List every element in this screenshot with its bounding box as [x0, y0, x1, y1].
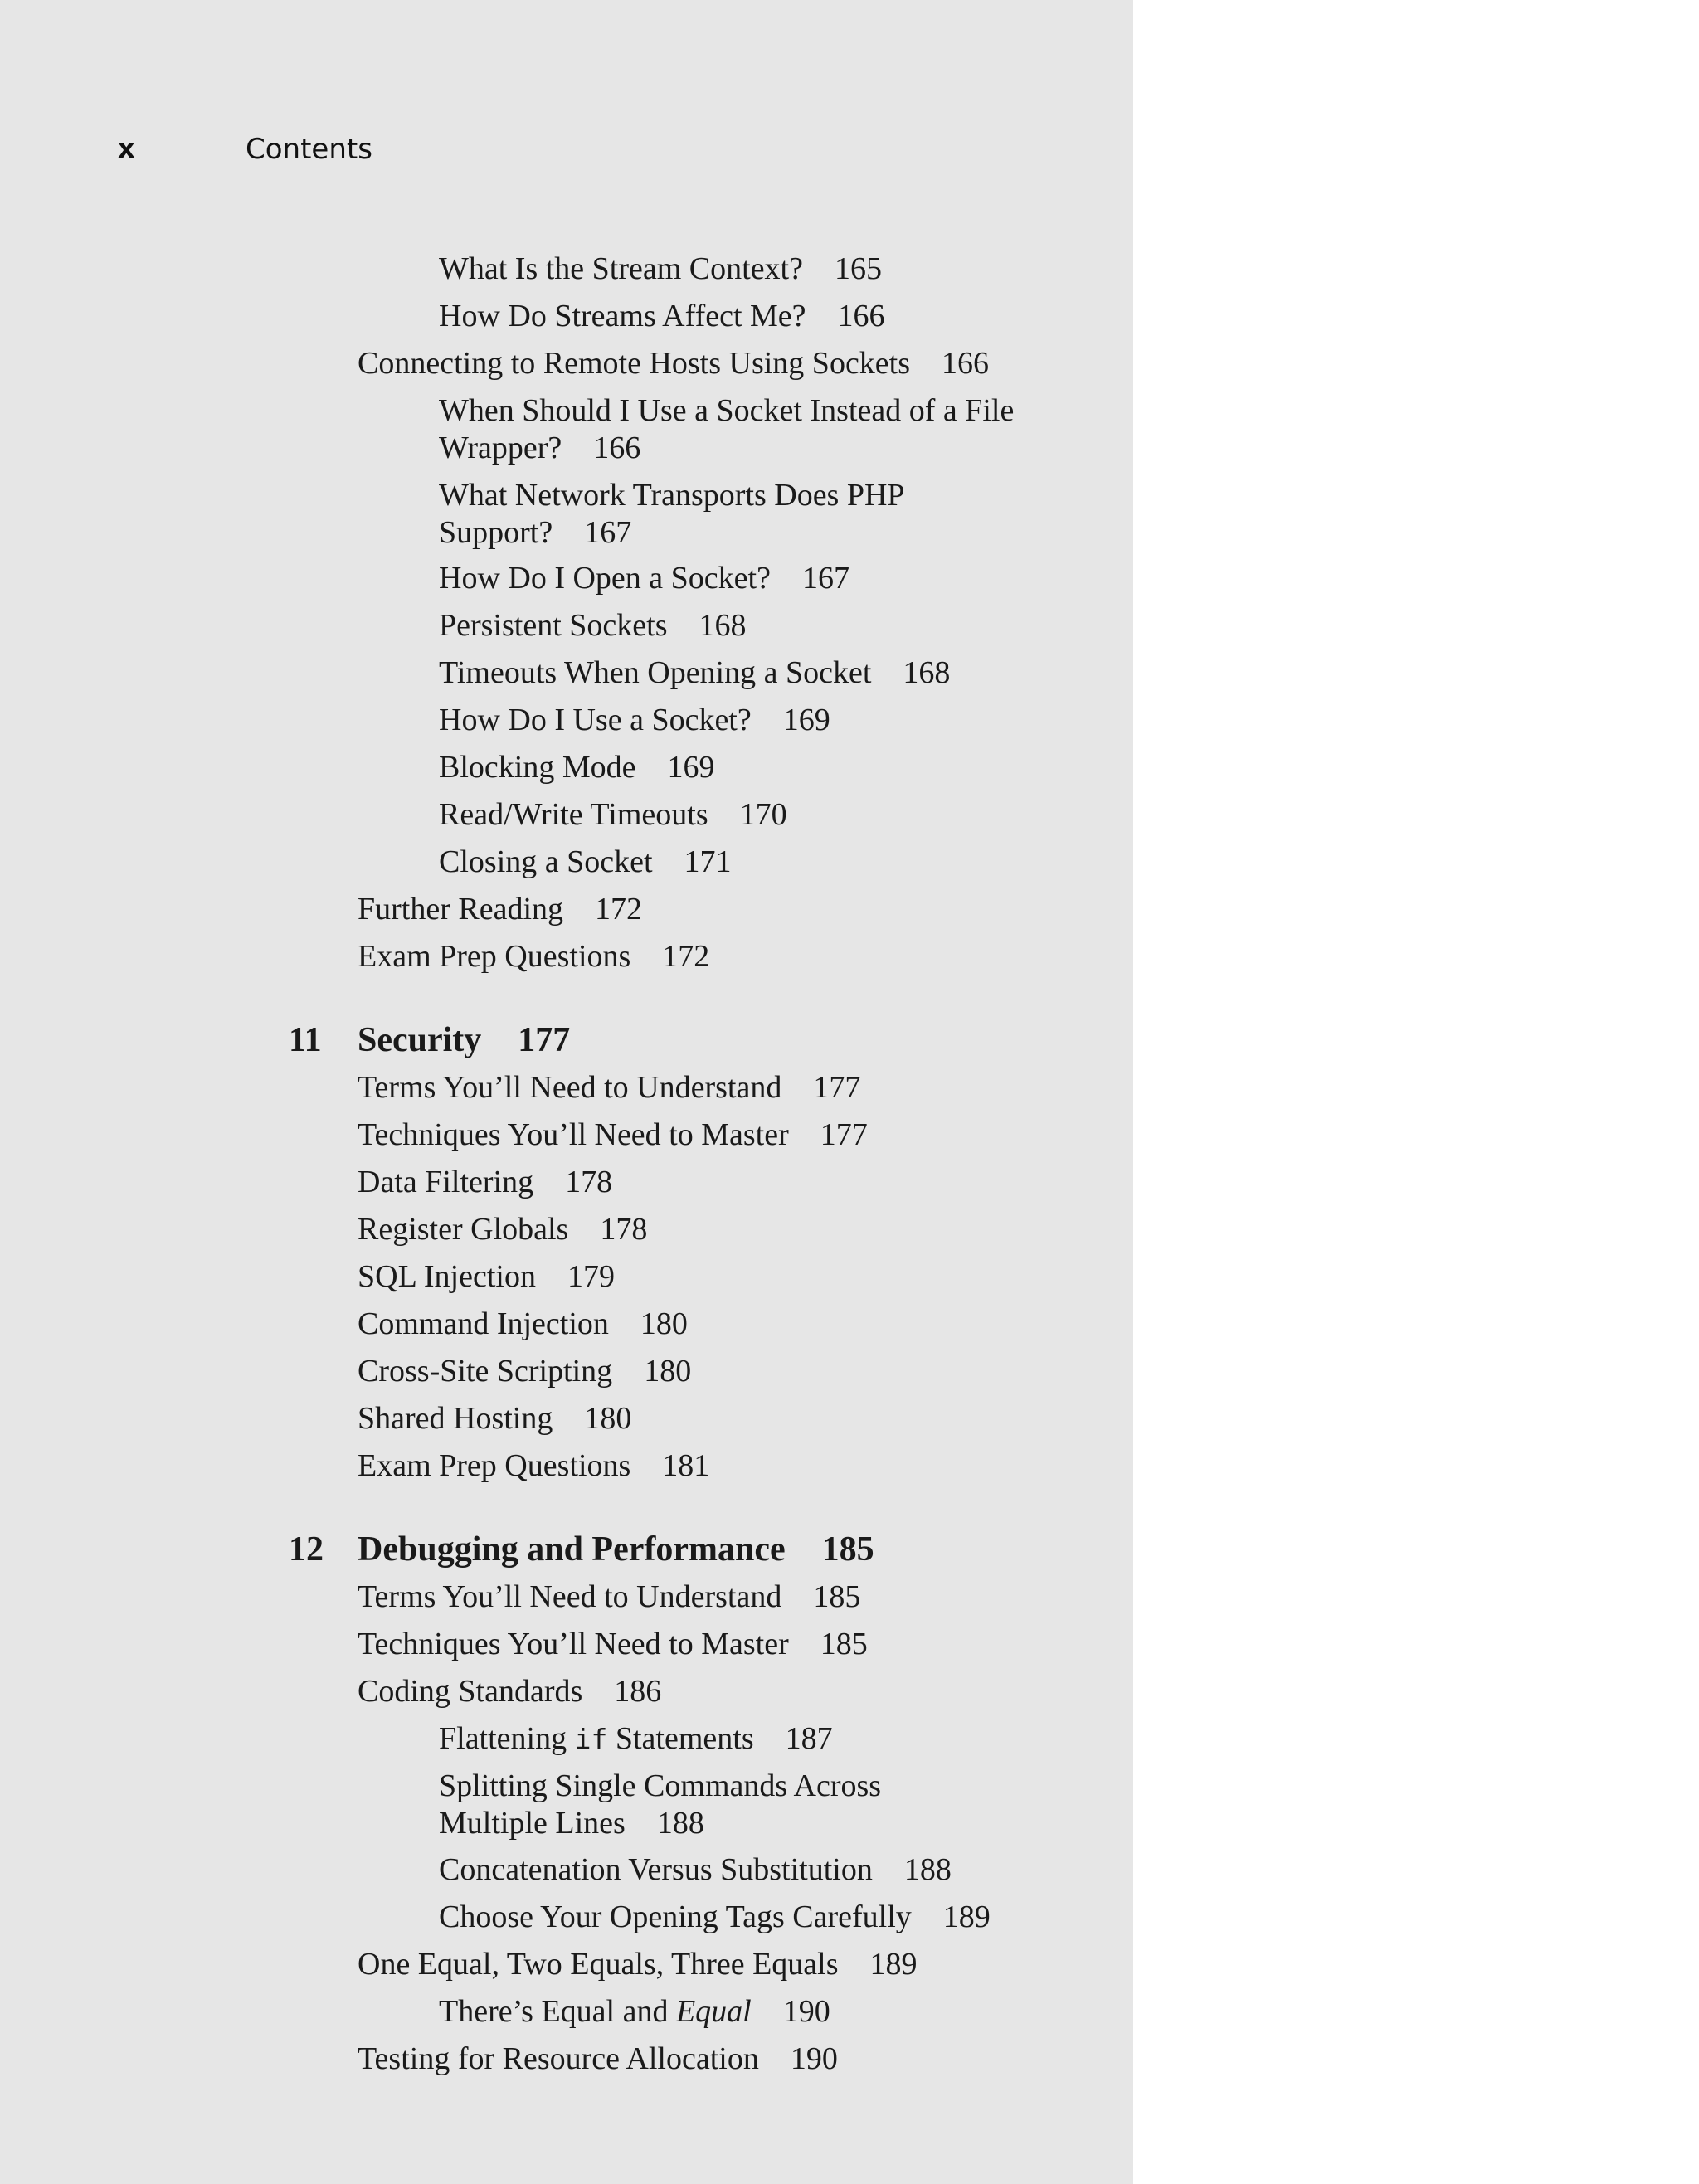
- toc-entry-page: 185: [813, 1579, 861, 1614]
- toc-entry-page: 165: [835, 251, 882, 286]
- toc-entry[interactable]: [358, 2041, 838, 2078]
- toc-entry-title: Timeouts When Opening a Socket: [439, 655, 872, 690]
- chapter-title: Security: [358, 1021, 482, 1059]
- toc-entry-title: Concatenation Versus Substitution: [439, 1852, 873, 1887]
- toc-entry-title-emphasis: Equal: [675, 1994, 752, 2029]
- toc-entry-title: Flattening: [439, 1721, 567, 1756]
- toc-entry-title: There’s Equal and: [439, 1994, 669, 2029]
- toc-entry-title: Read/Write Timeouts: [439, 797, 708, 832]
- toc-entry-page: 189: [942, 1899, 991, 1934]
- toc-entry[interactable]: [358, 891, 642, 928]
- toc-entry-title: Persistent Sockets: [439, 608, 668, 643]
- chapter-number: 11: [289, 1021, 322, 1059]
- toc-entry-title: Coding Standards: [358, 1674, 583, 1709]
- chapter-number: 12: [289, 1530, 324, 1569]
- toc-entry-title: What Network Transports Does PHP: [439, 478, 905, 513]
- toc-entry-page: 188: [656, 1806, 704, 1841]
- toc-entry-page: 180: [640, 1306, 688, 1341]
- toc-entry[interactable]: [439, 702, 830, 739]
- toc-entry[interactable]: [439, 1768, 881, 1842]
- toc-entry-page: 166: [942, 346, 990, 381]
- toc-entry-page: 167: [584, 515, 632, 550]
- toc-entry[interactable]: [439, 251, 882, 288]
- toc-entry[interactable]: [439, 844, 732, 881]
- toc-entry-page: 181: [662, 1448, 710, 1483]
- toc-entry[interactable]: [358, 1116, 868, 1154]
- toc-entry[interactable]: [439, 654, 950, 692]
- toc-entry[interactable]: [439, 607, 746, 644]
- toc-entry[interactable]: [358, 1258, 615, 1296]
- toc-entry-title: Techniques You’ll Need to Master: [358, 1627, 789, 1661]
- toc-entry-title-continued: Multiple Lines: [439, 1806, 626, 1841]
- toc-entry[interactable]: [439, 1720, 833, 1758]
- toc-entry-title: One Equal, Two Equals, Three Equals: [358, 1947, 839, 1982]
- toc-entry-page: 170: [739, 797, 787, 832]
- toc-entry-page: 172: [662, 939, 710, 974]
- toc-entry-title: How Do I Open a Socket?: [439, 561, 771, 596]
- toc-entry-title: Shared Hosting: [358, 1401, 553, 1436]
- toc-entry-page: 180: [584, 1401, 632, 1436]
- chapter-page: 185: [821, 1530, 874, 1569]
- toc-entry[interactable]: [439, 392, 1014, 467]
- toc-entry-page: 185: [820, 1627, 868, 1661]
- toc-entry[interactable]: [358, 345, 989, 382]
- toc-entry-title: Choose Your Opening Tags Carefully: [439, 1899, 912, 1934]
- toc-entry[interactable]: [439, 796, 787, 834]
- toc-entry[interactable]: [358, 1400, 631, 1437]
- toc-entry[interactable]: [358, 1626, 868, 1663]
- toc-entry[interactable]: [358, 1578, 860, 1616]
- toc-entry-page: 178: [565, 1165, 613, 1199]
- toc-entry-title-continued: Wrapper?: [439, 430, 562, 465]
- toc-entry-title: Testing for Resource Allocation: [358, 2041, 759, 2076]
- toc-entry-page: 188: [903, 1852, 952, 1887]
- toc-entry-page: 167: [801, 561, 850, 596]
- toc-entry[interactable]: [439, 1851, 952, 1889]
- toc-entry[interactable]: [358, 1353, 691, 1390]
- toc-entry-title-continued: Support?: [439, 515, 553, 550]
- running-head-title: Contents: [246, 133, 372, 166]
- toc-entry-title: Command Injection: [358, 1306, 609, 1341]
- toc-entry[interactable]: [358, 1069, 860, 1107]
- toc-entry-page: 186: [614, 1674, 662, 1709]
- toc-entry-title: Terms You’ll Need to Understand: [358, 1070, 782, 1105]
- toc-entry[interactable]: [439, 1993, 830, 2031]
- toc-entry-title: Techniques You’ll Need to Master: [358, 1117, 789, 1152]
- chapter-heading[interactable]: [289, 1529, 874, 1570]
- toc-entry-title: Exam Prep Questions: [358, 939, 631, 974]
- chapter-heading[interactable]: [289, 1019, 570, 1061]
- toc-entry-page: 189: [869, 1947, 918, 1982]
- toc-entry-title: How Do Streams Affect Me?: [439, 299, 806, 333]
- toc-entry-title: How Do I Use a Socket?: [439, 703, 752, 737]
- toc-entry-title: Cross-Site Scripting: [358, 1354, 613, 1389]
- toc-entry[interactable]: [358, 1211, 647, 1248]
- toc-entry-title: Exam Prep Questions: [358, 1448, 631, 1483]
- toc-entry-page: 180: [644, 1354, 692, 1389]
- toc-entry-title: Further Reading: [358, 892, 564, 927]
- toc-entry[interactable]: [358, 1946, 918, 1983]
- toc-entry-title: Closing a Socket: [439, 844, 653, 879]
- toc-entry-page: 177: [813, 1070, 861, 1105]
- toc-entry[interactable]: [358, 1447, 709, 1485]
- toc-entry-title: Data Filtering: [358, 1165, 534, 1199]
- page-folio: x: [118, 133, 135, 164]
- toc-entry-page: 168: [903, 655, 951, 690]
- toc-entry-page: 166: [837, 299, 885, 333]
- toc-entry-page: 168: [699, 608, 747, 643]
- toc-entry-code: if: [574, 1723, 608, 1755]
- toc-entry-page: 190: [782, 1994, 830, 2029]
- toc-entry[interactable]: [358, 938, 709, 975]
- toc-entry-title: Blocking Mode: [439, 750, 636, 785]
- toc-entry-page: 166: [593, 430, 641, 465]
- toc-entry-page: 190: [790, 2041, 838, 2076]
- toc-entry[interactable]: [358, 1164, 612, 1201]
- toc-entry-page: 171: [684, 844, 732, 879]
- toc-entry[interactable]: [439, 1899, 991, 1936]
- toc-entry-title: Register Globals: [358, 1212, 569, 1247]
- toc-entry-title: Splitting Single Commands Across: [439, 1768, 882, 1803]
- toc-entry-page: 179: [567, 1259, 615, 1294]
- toc-entry-title-continued: Statements: [615, 1721, 754, 1756]
- toc-entry[interactable]: [439, 749, 714, 786]
- chapter-title: Debugging and Performance: [358, 1530, 786, 1569]
- chapter-page: 177: [518, 1021, 571, 1059]
- toc-entry-page: 187: [785, 1721, 833, 1756]
- toc-entry-title: What Is the Stream Context?: [439, 251, 803, 286]
- toc-entry[interactable]: [439, 298, 885, 335]
- toc-entry-page: 178: [600, 1212, 648, 1247]
- toc-entry-title: Connecting to Remote Hosts Using Sockets: [358, 346, 911, 381]
- toc-entry-page: 172: [595, 892, 643, 927]
- toc-entry[interactable]: [358, 1673, 661, 1710]
- toc-entry-page: 169: [782, 703, 830, 737]
- toc-entry-title: Terms You’ll Need to Understand: [358, 1579, 782, 1614]
- toc-entry[interactable]: [358, 1306, 688, 1343]
- toc-entry-title: SQL Injection: [358, 1259, 536, 1294]
- toc-entry[interactable]: [439, 477, 905, 552]
- toc-entry-title: When Should I Use a Socket Instead of a File: [439, 393, 1015, 428]
- toc-entry-page: 177: [820, 1117, 868, 1152]
- toc-entry-page: 169: [667, 750, 715, 785]
- toc-entry[interactable]: [439, 560, 850, 597]
